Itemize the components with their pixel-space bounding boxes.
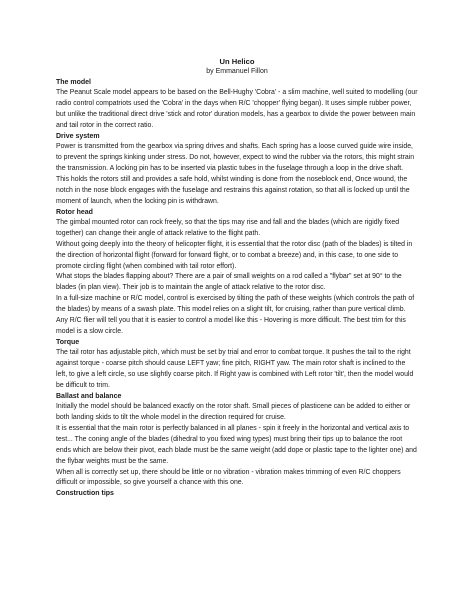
section-heading: Construction tips: [56, 490, 114, 498]
section-heading: Drive system: [56, 132, 100, 140]
section-torque: [56, 338, 418, 392]
paragraph: It is essential that the main rotor is perfectly balanced in all planes - spin it freely in the horizontal and vertical axis to test... The coning angle of the blades (dihedral to you fixed wing types) must bring their tips up to balance the root ends which are below their pivot, each blade must be the same weight (add dope or plastic tape to the lighter one) and the flybar weights must be the same.: [56, 424, 417, 465]
paragraph: What stops the blades flapping about? There are a pair of small weights on a rod called a "flybar" set at 90° to the blades (in plan view). Their job is to maintain the angle of attack relative to the rotor disc.: [56, 273, 402, 292]
section-rotor-head: [56, 208, 418, 338]
section-construction-tips: [56, 489, 418, 499]
section-heading: Ballast and balance: [56, 392, 122, 400]
paragraph: The Peanut Scale model appears to be based on the Bell-Hughy 'Cobra' - a slim machine, well suited to modelling (our radio control compatriots used the 'Cobra' in the days when R/C 'chopper' flying began). It uses simple rubber power, but unlike the traditional direct drive 'stick and rotor' duration models, has a gearbox to divide the power between main and tail rotor in the correct ratio.: [56, 89, 418, 130]
section-heading: The model: [56, 79, 92, 86]
section-ballast-and-balance: [56, 392, 418, 490]
document-title: Un Helico: [219, 57, 255, 66]
paragraph: When all is correctly set up, there should be little or no vibration - vibration makes trimming of even R/C choppers difficult or impossible, so give yourself a chance with this one.: [56, 468, 401, 487]
section-heading: Rotor head: [56, 208, 93, 216]
section-drive-system: [56, 132, 418, 208]
paragraph: The gimbal mounted rotor can rock freely, so that the tips may rise and fall and the blades (which are rigidly fixed together) can change their angle of attack relative to the flight path.: [56, 218, 400, 237]
paragraph: This holds the rotors still and provides a safe hold, whilst winding is done from the noseblock end, Once wound, the notch in the nose block engages with the fuselage and restrains this against rotation, so that all is locked up until the moment of launch, when the locking pin is withdrawn.: [56, 175, 410, 205]
paragraph: Initially the model should be balanced exactly on the rotor shaft. Small pieces of plasticene can be added to either or both landing skids to tilt the whole model in the direction required for cruise.: [56, 403, 411, 422]
section-heading: Torque: [56, 338, 80, 346]
paragraph: Without going deeply into the theory of helicopter flight, it is essential that the rotor disc (path of the blades) is tilted in the direction of horizontal flight (forward for forward flight, or to combat a breeze) and, in this case, to one side to promote circling flight (when combined with tail rotor effort).: [56, 240, 413, 270]
document-byline: by Emmanuel Fillon: [206, 68, 268, 75]
paragraph: The tail rotor has adjustable pitch, which must be set by trial and error to combat torque. It pushes the tail to the right against torque - coarse pitch should cause LEFT yaw; fine pitch, RIGHT yaw. The main rotor shaft is inclined to the left, to give a left circle, so use slightly coarse pitch. If Right yaw is combined with Left rotor 'tilt', then the model would be difficult to trim.: [56, 349, 414, 389]
section-the-model: [56, 78, 418, 132]
paragraph: Power is transmitted from the gearbox via spring drives and shafts. Each spring has a loose curved guide wire inside, to prevent the springs kinking under stress. Do not, however, expect to wind the rubber via the rotors, this might strain the transmission. A locking pin has to be inserted via plastic tubes in the fuselage through a loop in the drive shaft.: [56, 143, 415, 173]
paragraph: In a full-size machine or R/C model, control is exercised by tilting the path of these weights (which controls the path of the blades) by means of a swash plate. This model relies on a slight tilt, for cruising, rather than pure vertical climb. Any R/C flier will tell you that it is easier to control a model like this - Hovering is more difficult. The best trim for this model is a slow circle.: [56, 295, 415, 336]
